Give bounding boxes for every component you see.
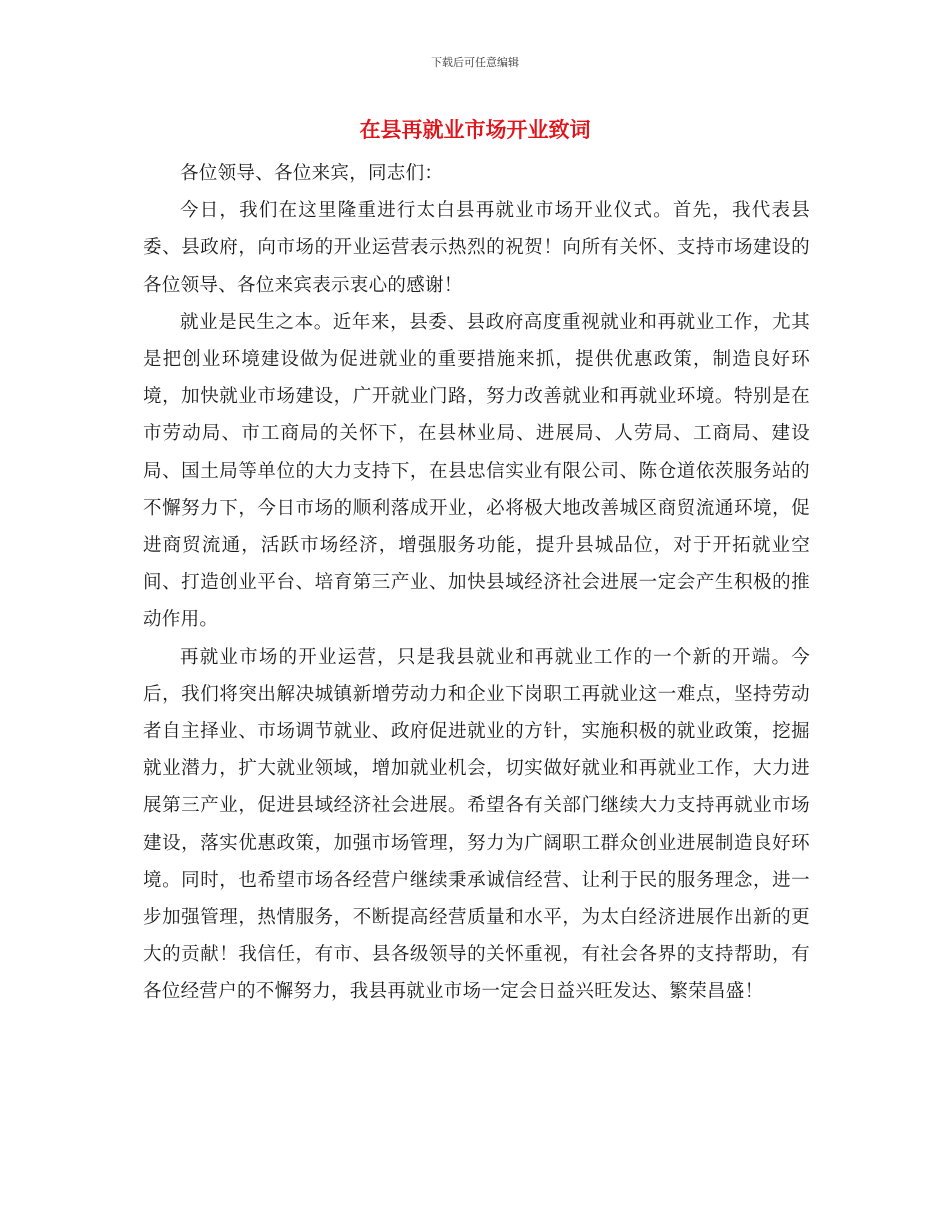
document-title: 在县再就业市场开业致词 xyxy=(359,118,591,142)
paragraph-3: 再就业市场的开业运营，只是我县就业和再就业工作的一个新的开端。今后，我们将突出解决城镇新增劳动力和企业下岗职工再就业这一难点，坚持劳动者自主择业、市场调节就业、政府促进就业的方针，实施积极的就业政策，挖掘就业潜力，扩大就业领域，增加就业机会，切实做好就业和再就业工作，大力进展第三产业，促进县域经济社会进展。希望各有关部门继续大力支持再就业市场建设，落实优惠政策，加强市场管理，努力为广阔职工群众创业进展制造良好环境。同时，也希望市场各经营户继续秉承诚信经营、让利于民的服务理念，进一步加强管理，热情服务，不断提高经营质量和水平，为太白经济进展作出新的更大的贡献！我信任，有市、县各级领导的关怀重视，有社会各界的支持帮助，有各位经营户的不懈努力，我县再就业市场一定会日益兴旺发达、繁荣昌盛！ xyxy=(143,646,810,1003)
document-body xyxy=(143,155,810,1011)
paragraph-1: 今日，我们在这里隆重进行太白县再就业市场开业仪式。首先，我代表县委、县政府，向市场的开业运营表示热烈的祝贺！向所有关怀、支持市场建设的各位领导、各位来宾表示衷心的感谢！ xyxy=(143,200,810,296)
salutation: 各位领导、各位来宾，同志们： xyxy=(180,163,444,184)
page-header-note: 下载后可任意编辑 xyxy=(431,56,519,69)
paragraph-2: 就业是民生之本。近年来，县委、县政府高度重视就业和再就业工作，尤其是把创业环境建设做为促进就业的重要措施来抓，提供优惠政策，制造良好环境，加快就业市场建设，广开就业门路，努力改善就业和再就业环境。特别是在市劳动局、市工商局的关怀下，在县林业局、进展局、人劳局、工商局、建设局、国土局等单位的大力支持下，在县忠信实业有限公司、陈仓道依茨服务站的不懈努力下，今日市场的顺利落成开业，必将极大地改善城区商贸流通环境，促进商贸流通，活跃市场经济，增强服务功能，提升县城品位，对于开拓就业空间、打造创业平台、培育第三产业、加快县域经济社会进展一定会产生积极的推动作用。 xyxy=(143,311,810,631)
